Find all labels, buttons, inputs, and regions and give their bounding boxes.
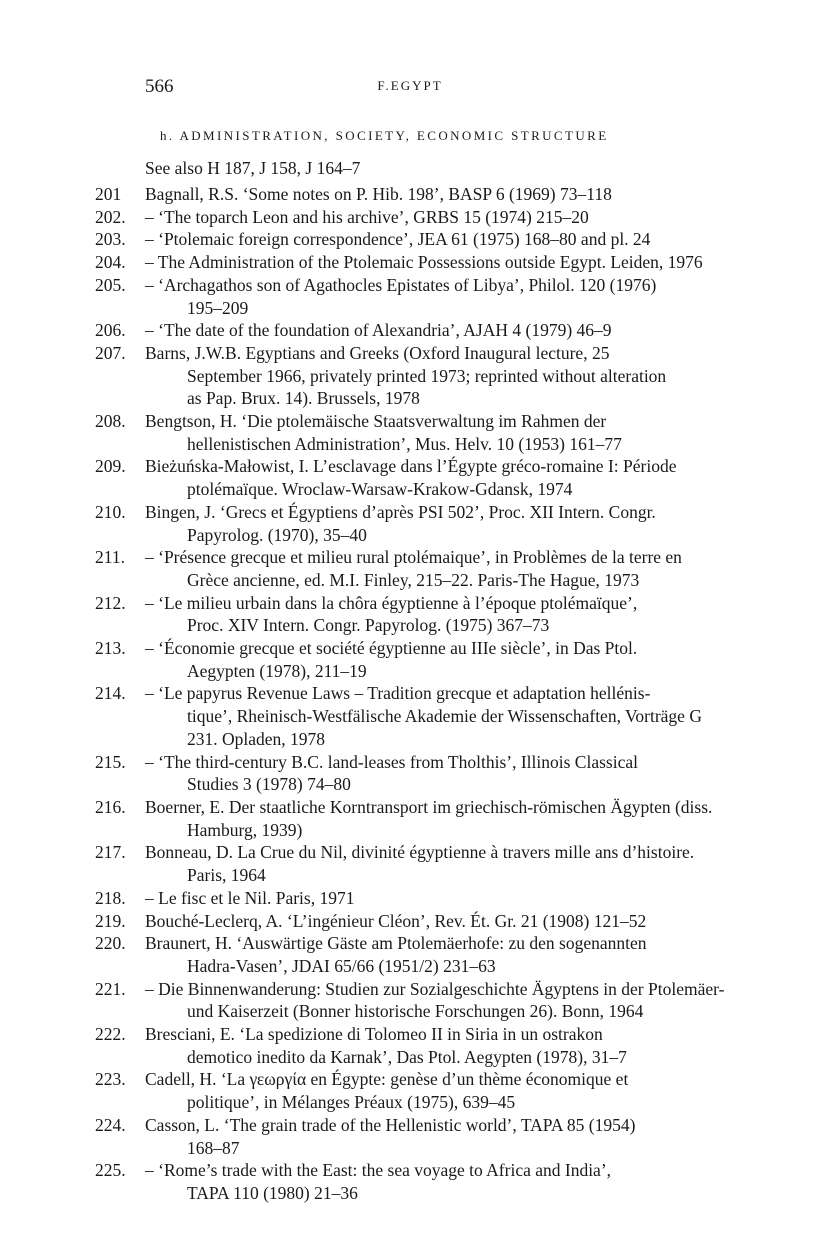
bibliography-entry (95, 546, 735, 591)
entry-number: 221. (95, 978, 126, 999)
bibliography-entry (95, 274, 735, 319)
entry-number: 210. (95, 501, 126, 522)
bibliography-entry (95, 841, 735, 886)
entry-number: 223. (95, 1069, 126, 1090)
entry-line: Grèce ancienne, ed. M.I. Finley, 215–22. Paris-The Hague, 1973 (187, 569, 640, 590)
entry-line: – ‘Présence grecque et milieu rural ptolémaique’, in Problèmes de la terre en (145, 547, 682, 568)
entry-line: Barns, J.W.B. Egyptians and Greeks (Oxford Inaugural lecture, 25 (145, 342, 610, 363)
bibliography-entry (95, 978, 735, 1023)
bibliography-entry (95, 592, 735, 637)
entry-line: Bresciani, E. ‘La spedizione di Tolomeo II in Siria in un ostrakon (145, 1024, 603, 1045)
entry-number: 216. (95, 796, 126, 817)
entry-text (145, 887, 735, 910)
entry-number: 202. (95, 206, 126, 227)
entry-text (145, 410, 735, 455)
entry-line: – The Administration of the Ptolemaic Possessions outside Egypt. Leiden, 1976 (145, 252, 703, 273)
entry-line: 168–87 (187, 1137, 240, 1158)
entry-text (145, 501, 735, 546)
entry-line: – ‘Le milieu urbain dans la chôra égyptienne à l’époque ptolémaïque’, (145, 592, 638, 613)
entry-text (145, 637, 735, 682)
bibliography-entry (95, 682, 735, 750)
entry-number: 217. (95, 842, 126, 863)
entry-line: Bieżuńska-Małowist, I. L’esclavage dans l’Égypte gréco-romaine I: Période (145, 456, 677, 477)
entry-number: 225. (95, 1160, 126, 1181)
bibliography-entry (95, 228, 735, 251)
entry-line: Paris, 1964 (187, 865, 266, 886)
bibliography-entry (95, 1159, 735, 1204)
entry-number: 212. (95, 592, 126, 613)
bibliography-entry (95, 751, 735, 796)
entry-line: tique’, Rheinisch-Westfälische Akademie der Wissenschaften, Vorträge G (187, 706, 702, 727)
entry-number: 209. (95, 456, 126, 477)
entry-line: Bagnall, R.S. ‘Some notes on P. Hib. 198’, BASP 6 (1969) 73–118 (145, 184, 612, 204)
entry-text (145, 796, 735, 841)
entry-number: 203. (95, 229, 126, 250)
bibliography-entry (95, 887, 735, 910)
entry-number: 220. (95, 933, 126, 954)
entry-line: – Le fisc et le Nil. Paris, 1971 (145, 887, 355, 908)
entry-line: – ‘The date of the foundation of Alexandria’, AJAH 4 (1979) 46–9 (145, 320, 612, 341)
entry-line: Proc. XIV Intern. Congr. Papyrolog. (1975) 367–73 (187, 615, 550, 636)
entry-number: 213. (95, 638, 126, 659)
bibliography-entry (95, 637, 735, 682)
entry-text (145, 932, 735, 977)
entry-text (145, 592, 735, 637)
entry-line: politique’, in Mélanges Préaux (1975), 639–45 (187, 1092, 516, 1113)
entry-line: Aegypten (1978), 211–19 (187, 660, 367, 681)
bibliography-entry (95, 1023, 735, 1068)
entry-text (145, 1023, 735, 1068)
entry-line: Papyrolog. (1970), 35–40 (187, 524, 367, 545)
entry-number: 214. (95, 683, 126, 704)
entry-number: 207. (95, 342, 126, 363)
entry-number: 208. (95, 411, 126, 432)
entry-text (145, 841, 735, 886)
bibliography-entry (95, 251, 735, 274)
entry-text (145, 682, 735, 750)
page-header (145, 76, 675, 106)
entry-line: – ‘The third-century B.C. land-leases from Tholthis’, Illinois Classical (145, 751, 638, 772)
see-also-line: See also H 187, J 158, J 164–7 (145, 158, 361, 178)
entry-text (145, 978, 735, 1023)
entry-line: – ‘Le papyrus Revenue Laws – Tradition grecque et adaptation hellénis- (145, 683, 651, 704)
entry-line: – Die Binnenwanderung: Studien zur Sozialgeschichte Ägyptens in der Ptolemäer- (145, 978, 725, 999)
entry-text (145, 274, 735, 319)
entry-line: Studies 3 (1978) 74–80 (187, 774, 351, 795)
entry-line: as Pap. Brux. 14). Brussels, 1978 (187, 388, 420, 409)
entry-text (145, 206, 735, 229)
entry-line: Hadra-Vasen’, JDAI 65/66 (1951/2) 231–63 (187, 955, 496, 976)
entry-line: Braunert, H. ‘Auswärtige Gäste am Ptolemäerhofe: zu den sogenannten (145, 933, 647, 954)
entry-line: – ‘Économie grecque et société égyptienne au IIIe siècle’, in Das Ptol. (145, 638, 638, 659)
entry-line: – ‘The toparch Leon and his archive’, GRBS 15 (1974) 215–20 (145, 206, 589, 227)
entry-line: demotico inedito da Karnak’, Das Ptol. Aegypten (1978), 31–7 (187, 1046, 627, 1067)
entry-line: TAPA 110 (1980) 21–36 (187, 1182, 358, 1203)
entry-text (145, 1114, 735, 1159)
entry-text (145, 251, 735, 274)
entry-number: 211. (95, 547, 125, 568)
entry-number: 215. (95, 751, 126, 772)
entry-line: Hamburg, 1939) (187, 819, 303, 840)
entry-line: Boerner, E. Der staatliche Korntransport im griechisch-römischen Ägypten (diss. (145, 796, 713, 817)
entry-line: ptolémaïque. Wroclaw-Warsaw-Krakow-Gdansk, 1974 (187, 479, 573, 500)
entry-text (145, 1068, 735, 1113)
entry-text (145, 319, 735, 342)
bibliography-entry (95, 1114, 735, 1159)
entry-text (145, 183, 735, 206)
entry-number: 218. (95, 887, 126, 908)
entry-number: 205. (95, 274, 126, 295)
entry-line: Casson, L. ‘The grain trade of the Hellenistic world’, TAPA 85 (1954) (145, 1114, 636, 1135)
entry-text (145, 228, 735, 251)
running-head: F.EGYPT (377, 78, 443, 93)
bibliography-entry (95, 910, 735, 933)
entry-line: hellenistischen Administration’, Mus. Helv. 10 (1953) 161–77 (187, 433, 622, 454)
entry-line: 231. Opladen, 1978 (187, 728, 326, 749)
entry-line: Bingen, J. ‘Grecs et Égyptiens d’après PSI 502’, Proc. XII Intern. Congr. (145, 501, 656, 522)
entry-line: Bonneau, D. La Crue du Nil, divinité égyptienne à travers mille ans d’histoire. (145, 842, 695, 863)
entry-number: 206. (95, 320, 126, 341)
entry-number: 201 (95, 184, 122, 204)
entry-line: – ‘Rome’s trade with the East: the sea voyage to Africa and India’, (145, 1160, 612, 1181)
entry-text (145, 455, 735, 500)
entry-line: September 1966, privately printed 1973; reprinted without alteration (187, 365, 667, 386)
entry-number: 224. (95, 1114, 126, 1135)
entry-text (145, 751, 735, 796)
entry-line: Bouché-Leclerq, A. ‘L’ingénieur Cléon’, Rev. Ét. Gr. 21 (1908) 121–52 (145, 910, 647, 931)
entry-text (145, 1159, 735, 1204)
bibliography-entry (95, 501, 735, 546)
entry-number: 222. (95, 1024, 126, 1045)
bibliography-entry (95, 455, 735, 500)
bibliography-entry (95, 410, 735, 455)
entry-line: – ‘Ptolemaic foreign correspondence’, JEA 61 (1975) 168–80 and pl. 24 (145, 229, 651, 250)
entry-line: und Kaiserzeit (Bonner historische Forschungen 26). Bonn, 1964 (187, 1001, 644, 1022)
bibliography-entry (95, 319, 735, 342)
entry-text (145, 546, 735, 591)
bibliography-entry (95, 342, 735, 410)
entry-text (145, 910, 735, 933)
entry-text (145, 342, 735, 410)
entry-line: Cadell, H. ‘La γεωργία en Égypte: genèse d’un thème économique et (145, 1069, 629, 1090)
entry-line: Bengtson, H. ‘Die ptolemäische Staatsverwaltung im Rahmen der (145, 411, 607, 432)
bibliography-entry (95, 796, 735, 841)
section-heading: h. ADMINISTRATION, SOCIETY, ECONOMIC STRUCTURE (160, 128, 609, 143)
entry-number: 204. (95, 252, 126, 273)
bibliography-entry (95, 1068, 735, 1113)
entry-line: 195–209 (187, 297, 249, 318)
bibliography-entry (95, 932, 735, 977)
entry-line: – ‘Archagathos son of Agathocles Epistates of Libya’, Philol. 120 (1976) (145, 274, 657, 295)
bibliography-entry (95, 206, 735, 229)
entry-number: 219. (95, 910, 126, 931)
bibliography-entry (95, 183, 735, 206)
page-number: 566 (145, 76, 174, 97)
bibliography-list (95, 183, 735, 1205)
